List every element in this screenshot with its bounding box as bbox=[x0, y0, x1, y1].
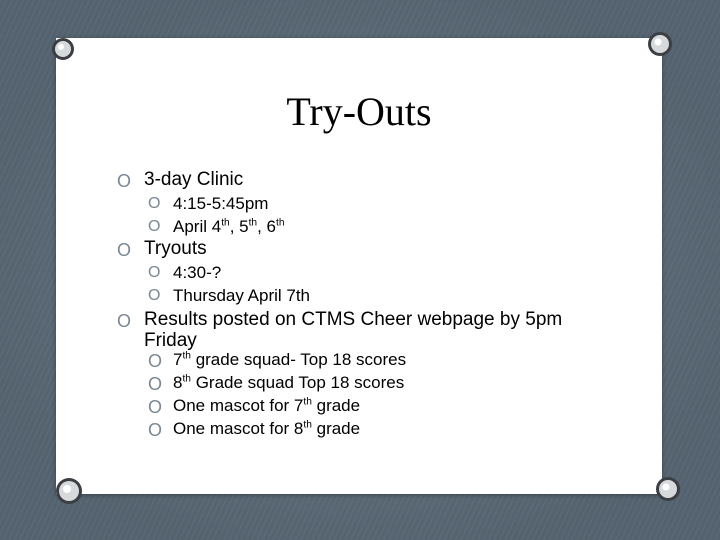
list-item-continuation: Friday bbox=[144, 330, 197, 351]
bullet-marker: O bbox=[148, 420, 163, 440]
bullet-marker: O bbox=[148, 287, 161, 304]
bullet-marker: O bbox=[117, 240, 132, 260]
pushpin-icon bbox=[54, 476, 84, 506]
bullet-marker: O bbox=[148, 195, 161, 212]
bullet-marker: O bbox=[117, 171, 132, 191]
slide-title: Try-Outs bbox=[286, 89, 432, 134]
list-item: 7th grade squad- Top 18 scores bbox=[173, 350, 407, 369]
pushpin-icon bbox=[50, 36, 76, 62]
list-item: One mascot for 8th grade bbox=[173, 419, 361, 438]
list-item: One mascot for 7th grade bbox=[173, 396, 361, 415]
list-item: 4:15-5:45pm bbox=[173, 194, 269, 213]
list-item: April 4th, 5th, 6th bbox=[173, 217, 285, 236]
bullet-marker: O bbox=[148, 397, 163, 417]
list-item: 4:30-? bbox=[173, 263, 222, 282]
list-item: 3-day Clinic bbox=[144, 169, 244, 190]
bullet-marker: O bbox=[148, 351, 163, 371]
list-item: 8th Grade squad Top 18 scores bbox=[173, 373, 405, 392]
bullet-marker: O bbox=[148, 264, 161, 281]
bullet-marker: O bbox=[148, 218, 161, 235]
list-item: Thursday April 7th bbox=[173, 286, 311, 305]
pushpin-icon bbox=[654, 474, 682, 504]
list-item: Tryouts bbox=[144, 238, 207, 259]
bullet-marker: O bbox=[148, 374, 163, 394]
pushpin-icon bbox=[646, 30, 674, 58]
bullet-marker: O bbox=[117, 311, 132, 331]
list-item: Results posted on CTMS Cheer webpage by 5pm bbox=[144, 309, 563, 330]
